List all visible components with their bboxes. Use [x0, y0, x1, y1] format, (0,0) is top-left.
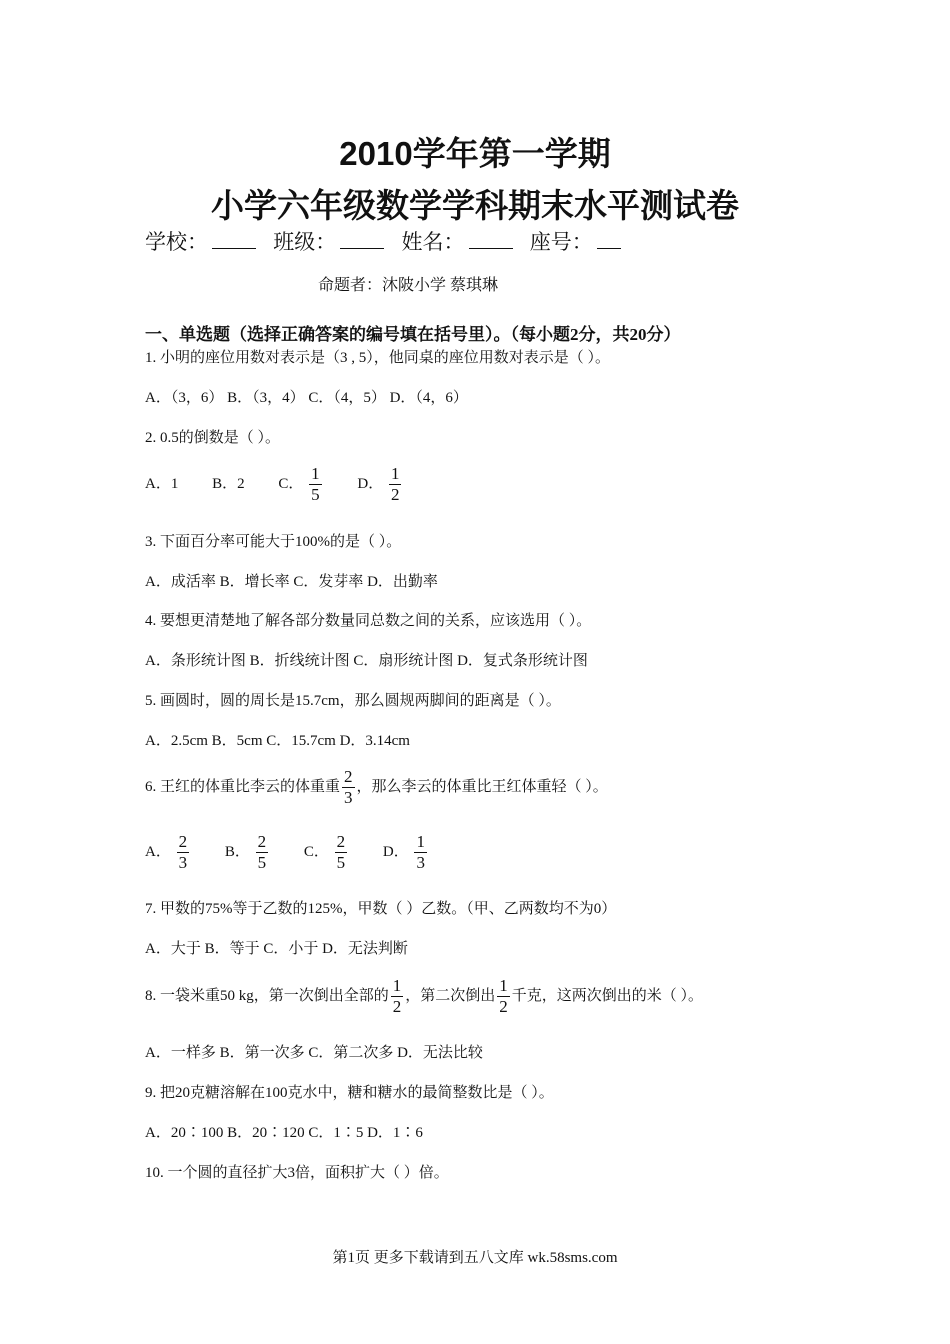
fraction: $\frac{1}{2}$ — [390, 464, 400, 504]
option-c: C． — [278, 475, 304, 492]
question-5: 5. 画圆时，圆的周长是15.7cm，那么圆规两脚间的距离是（ ）。 — [145, 693, 561, 709]
question-2: 2. 0.5的倒数是（ ）。 — [145, 430, 281, 446]
question-4: 4. 要想更清楚地了解各部分数量同总数之间的关系，应该选用（ ）。 — [145, 613, 592, 629]
question-8 — [145, 976, 703, 1017]
question-6 — [145, 767, 608, 808]
question-8-options: A．一样多 B．第一次多 C．第二次多 D．无法比较 — [145, 1045, 483, 1061]
question-10: 10. 一个圆的直径扩大3倍，面积扩大（ ）倍。 — [145, 1165, 449, 1181]
option-c: C． — [303, 843, 329, 860]
class-blank[interactable] — [340, 228, 384, 249]
option-a: A．1 — [145, 475, 179, 492]
page-footer: 第1页 更多下载请到五八文库 wk.58sms.com — [332, 1250, 618, 1266]
question-6-text-end: ，那么李云的体重比王红体重轻（ ）。 — [356, 778, 608, 795]
title-line-2: 小学六年级数学学科期末水平测试卷 — [211, 187, 739, 224]
fraction: $\frac{1}{5}$ — [311, 464, 320, 504]
option-a: A． — [145, 843, 171, 860]
fraction: $\frac{1}{3}$ — [416, 832, 425, 872]
title-line-1: 2010学年第一学期 — [339, 135, 611, 172]
author-line: 命题者：沐陂小学 蔡琪琳 — [318, 277, 499, 294]
fraction: $\frac{2}{3}$ — [178, 832, 188, 872]
seat-label: 座号： — [529, 230, 593, 254]
question-1-options: A．（3，6） B．（3，4） C．（4，5） D．（4，6） — [145, 390, 468, 406]
question-6-options — [145, 832, 429, 873]
question-8-text-end: 千克，这两次倒出的米（ ）。 — [511, 987, 704, 1004]
question-3: 3. 下面百分率可能大于100%的是（ ）。 — [145, 534, 402, 550]
question-9-options: A．20∶100 B．20∶120 C．1∶5 D．1∶6 — [145, 1125, 423, 1141]
question-1: 1. 小明的座位用数对表示是（3 , 5），他同桌的座位用数对表示是（ ）。 — [145, 350, 611, 366]
question-6-text: 6. 王红的体重比李云的体重重 — [145, 778, 341, 795]
fraction: $\frac{2}{5}$ — [336, 832, 346, 872]
fraction: $\frac{2}{5}$ — [257, 832, 267, 872]
option-d: D． — [382, 843, 409, 860]
seat-blank[interactable] — [597, 228, 621, 249]
fraction: $\frac{1}{2}$ — [392, 976, 402, 1016]
class-label: 班级： — [273, 230, 337, 254]
student-info-row — [145, 226, 625, 256]
school-label: 学校： — [145, 230, 208, 254]
question-7-options: A．大于 B．等于 C．小于 D．无法判断 — [145, 941, 408, 957]
option-b: B．2 — [212, 475, 245, 492]
fraction: $\frac{1}{2}$ — [499, 976, 508, 1016]
question-8-text-mid: ，第二次倒出 — [405, 987, 496, 1004]
question-5-options: A．2.5cm B．5cm C．15.7cm D．3.14cm — [145, 733, 410, 749]
option-d: D． — [357, 475, 384, 492]
question-3-options: A．成活率 B．增长率 C．发芽率 D．出勤率 — [145, 574, 438, 590]
school-blank[interactable] — [212, 228, 256, 249]
question-8-text: 8. 一袋米重50 kg，第一次倒出全部的 — [145, 987, 389, 1004]
option-b: B． — [224, 843, 250, 860]
name-label: 姓名： — [401, 230, 465, 254]
question-7: 7. 甲数的75%等于乙数的125%，甲数（ ）乙数。（甲、乙两数均不为0） — [145, 901, 617, 917]
name-blank[interactable] — [469, 228, 513, 249]
question-9: 9. 把20克糖溶解在100克水中，糖和糖水的最简整数比是（ ）。 — [145, 1085, 554, 1101]
fraction: $\frac{2}{3}$ — [344, 767, 353, 807]
question-4-options: A．条形统计图 B．折线统计图 C．扇形统计图 D．复式条形统计图 — [145, 653, 588, 669]
section-heading: 一、单选题（选择正确答案的编号填在括号里）。（每小题2分，共20分） — [145, 325, 681, 344]
question-2-options — [145, 464, 403, 505]
